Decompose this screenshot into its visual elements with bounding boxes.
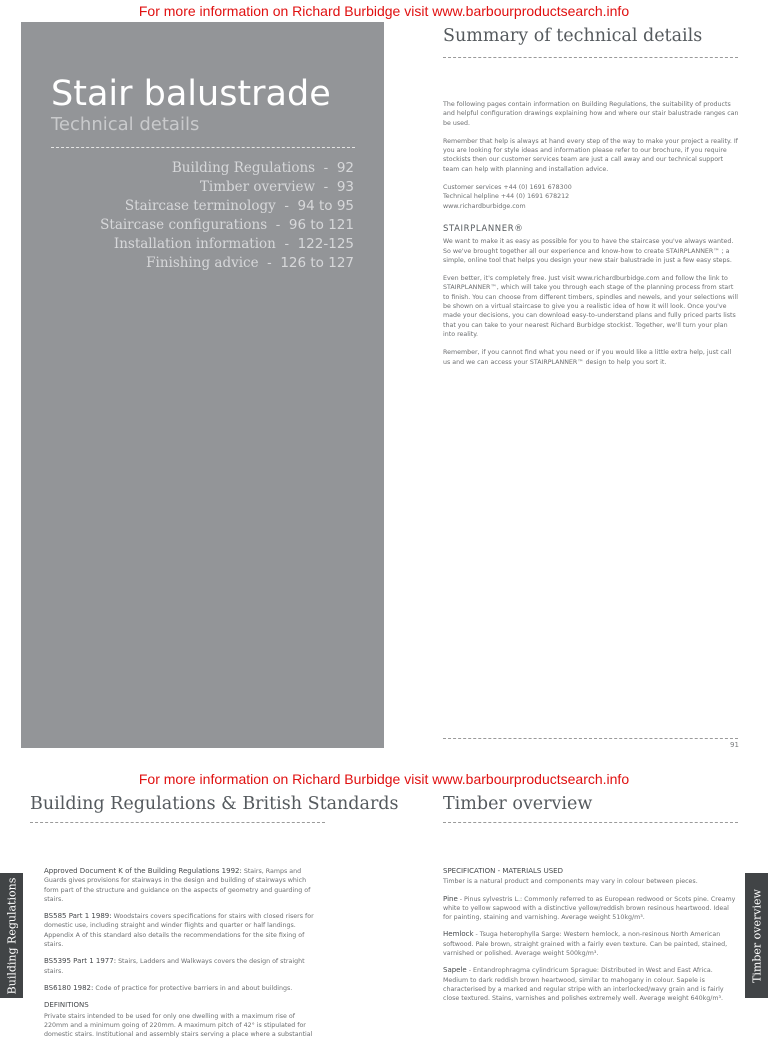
customer-services-line: Customer services +44 (0) 1691 678300 <box>443 184 572 192</box>
summary-paragraph: Even better, it's completely free. Just visit www.richardburbidge.com and follow the link to STAIRPLANNER™, which will take you through each stage of the planning process from start to finish. You can choose from different timbers, spindles and newels, and your selections will be shown on a virtual staircase to give you a realistic idea of how it will look. Once you've made your decisions, you can download easy-to-understand plans and fully priced parts lists that you can take to your nearest Richard Burbidge stockist. Together, we'll turn your plan into reality. <box>443 275 738 338</box>
timber-body <box>443 867 738 1012</box>
timber-divider <box>443 822 738 823</box>
timber-title: Timber overview <box>443 794 593 814</box>
spec-text: Timber is a natural product and components may vary in colour between pieces. <box>443 878 698 886</box>
timber-item: Sapele - Entandrophragma cylindricum Sprague: Distributed in West and East Africa. Medium to dark reddish brown heartwood, similar to mahogany in colour. Sapele is characterised by a marked and regular stripe with an interlocked/wavy grain and is fairly close textured. Stains, varnishes and polishes extremely well. Average weight 640kg/m³. <box>443 966 724 1003</box>
toc-item[interactable]: Installation information - 122-125 <box>113 236 354 252</box>
page-footer-divider <box>443 738 738 739</box>
timber-tab[interactable] <box>745 873 768 998</box>
definitions-text: Private stairs intended to be used for only one dwelling with a maximum rise of 220mm and a minimum going of 220mm. A maximum pitch of 42° is stipulated for domestic stairs. Institutional and assembly stairs serving a place where a substantial <box>44 1012 313 1039</box>
technical-helpline-line: Technical helpline +44 (0) 1691 678212 <box>443 193 570 201</box>
timber-item: Pine - Pinus sylvestris L.: Commonly referred to as European redwood or Scots pine. Creamy white to yellow sapwood with a distinctive yellow/reddish brown resinous heartwood. Ideal for painting, staining and varnishing. Average weight 510kg/m³. <box>443 894 736 922</box>
regulation-item: BS6180 1982: Code of practice for protective barriers in and about buildings. <box>44 983 293 992</box>
cover-divider <box>51 147 355 148</box>
summary-divider <box>443 57 738 58</box>
toc-item[interactable]: Building Regulations - 92 <box>171 160 354 176</box>
toc-item[interactable]: Finishing advice - 126 to 127 <box>146 255 354 271</box>
summary-paragraph: The following pages contain information on Building Regulations, the suitability of products and helpful configuration drawings explaining how and where our stair balustrade ranges can be used. <box>443 101 739 127</box>
summary-paragraph: Remember, if you cannot find what you need or if you would like a little extra help, just call us and we can access your STAIRPLANNER™ design to help you sort it. <box>443 349 732 366</box>
regulation-item: BS5395 Part 1 1977: Stairs, Ladders and Walkways covers the design of straight stairs. <box>44 957 305 975</box>
cover-panel <box>21 22 384 748</box>
regulation-item: Approved Document K of the Building Regulations 1992: Stairs, Ramps and Guards gives provisions for stairways in the design and building of stairways which form part of the structure and guidance on the aspects of geometry and guarding of stairs. <box>44 867 311 903</box>
building-regs-title: Building Regulations & British Standards <box>30 794 399 814</box>
spec-heading: SPECIFICATION - MATERIALS USED <box>443 867 563 875</box>
toc-item[interactable]: Timber overview - 93 <box>199 179 354 195</box>
definitions-heading: DEFINITIONS <box>44 1001 89 1010</box>
cover-subtitle: Technical details <box>51 114 200 135</box>
regulation-item: BS585 Part 1 1989: Woodstairs covers specifications for stairs with closed risers for domestic use, including straight and winder flights and quarter or half landings. Appendix A of this standard also details the recommendations for the site fixing of stairs. <box>44 912 314 949</box>
top-banner[interactable]: For more information on Richard Burbidge visit www.barbourproductsearch.info <box>138 3 630 19</box>
cover-title: Stair balustrade <box>51 74 331 114</box>
website-link[interactable]: www.richardburbidge.com <box>443 202 526 210</box>
building-regs-divider <box>30 822 325 823</box>
timber-tab-label: Timber overview <box>750 888 763 983</box>
timber-item: Hemlock - Tsuga heterophylla Sarge: Western hemlock, a non-resinous North American softwood. Pale brown, straight grained with a fairly even texture. Can be painted, stained, varnished or polished. Average weight 500kg/m³. <box>443 930 728 958</box>
building-regs-tab[interactable] <box>0 873 23 998</box>
stairplanner-heading: STAIRPLANNER® <box>443 223 524 234</box>
toc-item[interactable]: Staircase terminology - 94 to 95 <box>124 198 354 214</box>
building-regs-tab-label: Building Regulations <box>5 877 18 994</box>
building-regs-body <box>44 867 321 1047</box>
table-of-contents <box>100 159 354 273</box>
page-number: 91 <box>730 741 739 749</box>
bottom-banner[interactable]: For more information on Richard Burbidge visit www.barbourproductsearch.info <box>138 771 630 787</box>
summary-paragraph: We want to make it as easy as possible for you to have the staircase you've always wanted. So we've brought together all our experience and know-how to create STAIRPLANNER™ ; a simple, online tool that helps you design your new stair balustrade in just a few easy steps. <box>443 238 734 264</box>
summary-body <box>443 100 740 376</box>
summary-title: Summary of technical details <box>443 26 703 46</box>
toc-item[interactable]: Staircase configurations - 96 to 121 <box>100 217 354 233</box>
summary-paragraph: Remember that help is always at hand every step of the way to make your project a reality. If you are looking for style ideas and information please refer to our brochure, if you require stockists then our customer services team are just a call away and our technical support team can help with planning and installation advice. <box>443 137 738 173</box>
